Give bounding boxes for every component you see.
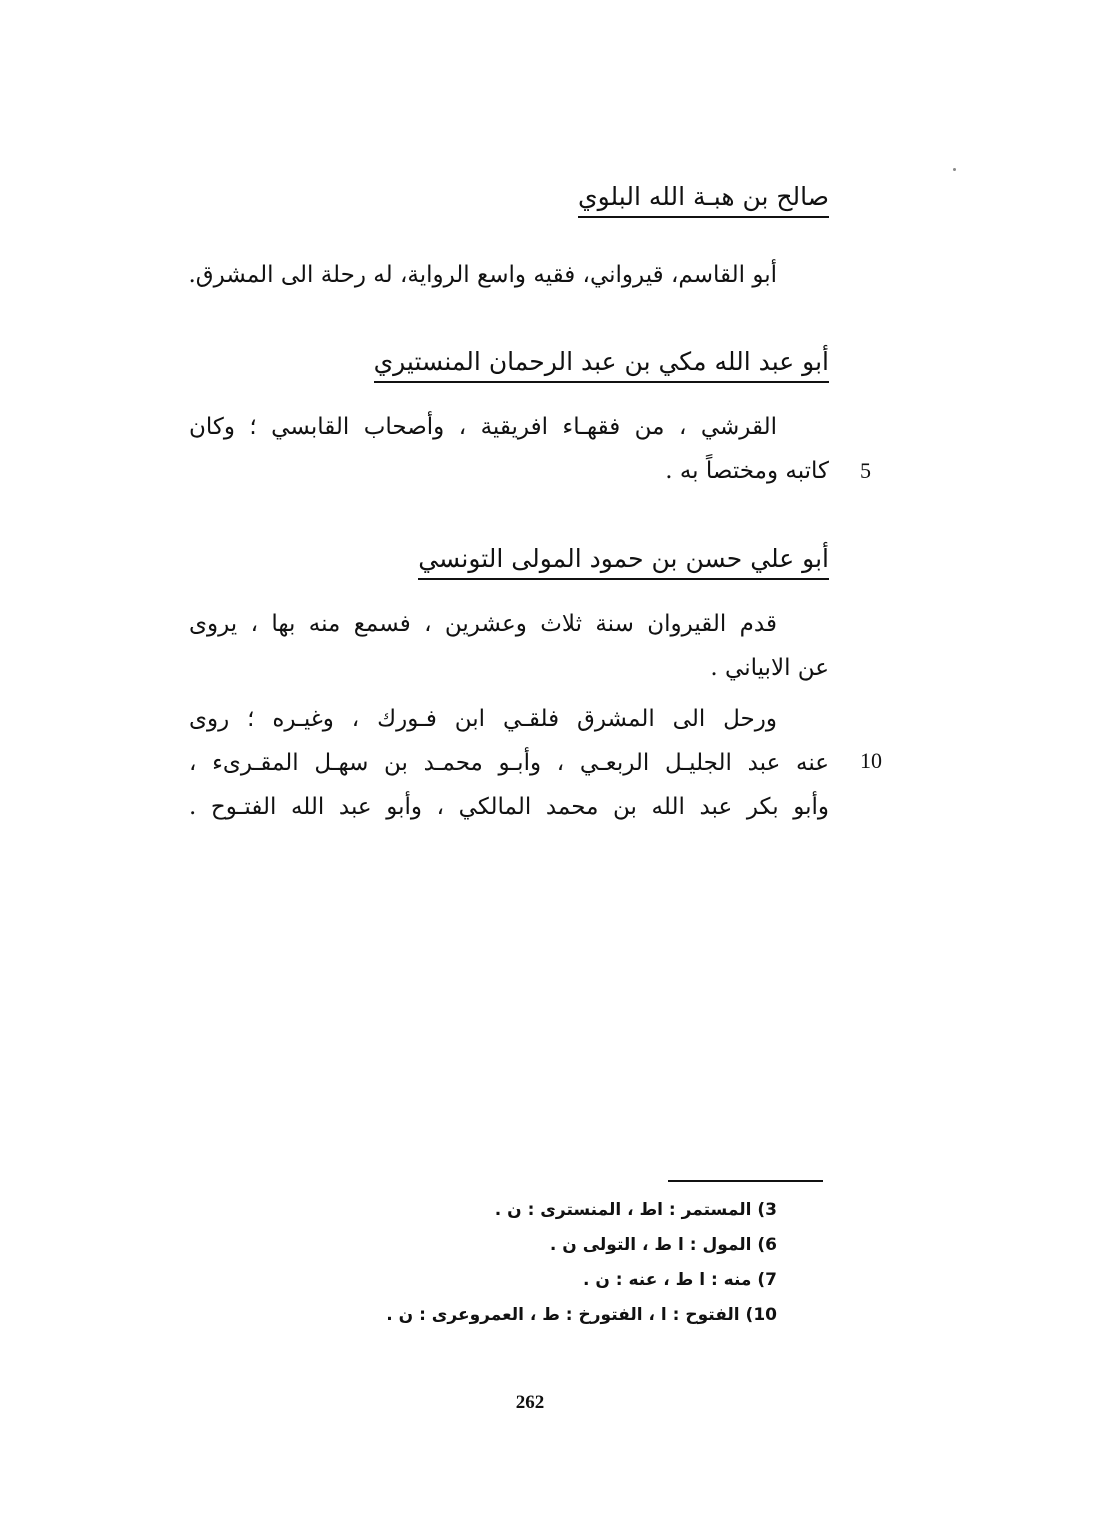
entry-2-line-1: القرشي ، من فقهـاء افريقية ، وأصحاب القابسي ؛ وكان bbox=[189, 414, 777, 440]
entry-heading-1: صالح بن هبـة الله البلوي bbox=[578, 180, 829, 218]
entry-heading-2: أبو عبد الله مكي بن عبد الرحمان المنستيري bbox=[374, 345, 829, 383]
entry-3-para-2-line-1: ورحل الى المشرق فلقـي ابن فـورك ، وغيـره ؛ روى bbox=[189, 706, 777, 732]
page-number: 262 bbox=[515, 1392, 545, 1413]
footnote-4: 10) الفتوح : ا ، الفتورخ : ط ، العمروعرى : ن . bbox=[386, 1305, 777, 1325]
scan-speck bbox=[953, 168, 956, 171]
footnote-1: 3) المستمر : اط ، المنسترى : ن . bbox=[494, 1200, 777, 1220]
entry-1-line-1: أبو القاسم، قيرواني، فقيه واسع الرواية، له رحلة الى المشرق. bbox=[188, 262, 777, 288]
entry-3-para-2-line-3: وأبو بكر عبد الله بن محمد المالكي ، وأبو عبد الله الفتـوح . bbox=[189, 794, 829, 820]
entry-3-para-1-line-2: عن الابياني . bbox=[710, 655, 829, 681]
entry-heading-3: أبو علي حسن بن حمود المولى التونسي bbox=[418, 542, 829, 580]
footnote-2: 6) المول : ا ط ، التولى ن . bbox=[549, 1235, 777, 1255]
line-number-5: 5 bbox=[860, 458, 871, 483]
entry-3-para-1-line-1: قدم القيروان سنة ثلاث وعشرين ، فسمع منه بها ، يروى bbox=[189, 611, 777, 637]
footnote-separator bbox=[668, 1180, 823, 1182]
entry-2-line-2: كاتبه ومختصاً به . bbox=[665, 458, 829, 484]
entry-3-para-2-line-2: عنه عبد الجليـل الربعـي ، وأبـو محمـد بن سهـل المقـرىء ، bbox=[189, 750, 829, 776]
line-number-10: 10 bbox=[860, 748, 882, 773]
footnote-3: 7) منه : ا ط ، عنه : ن . bbox=[582, 1270, 777, 1290]
